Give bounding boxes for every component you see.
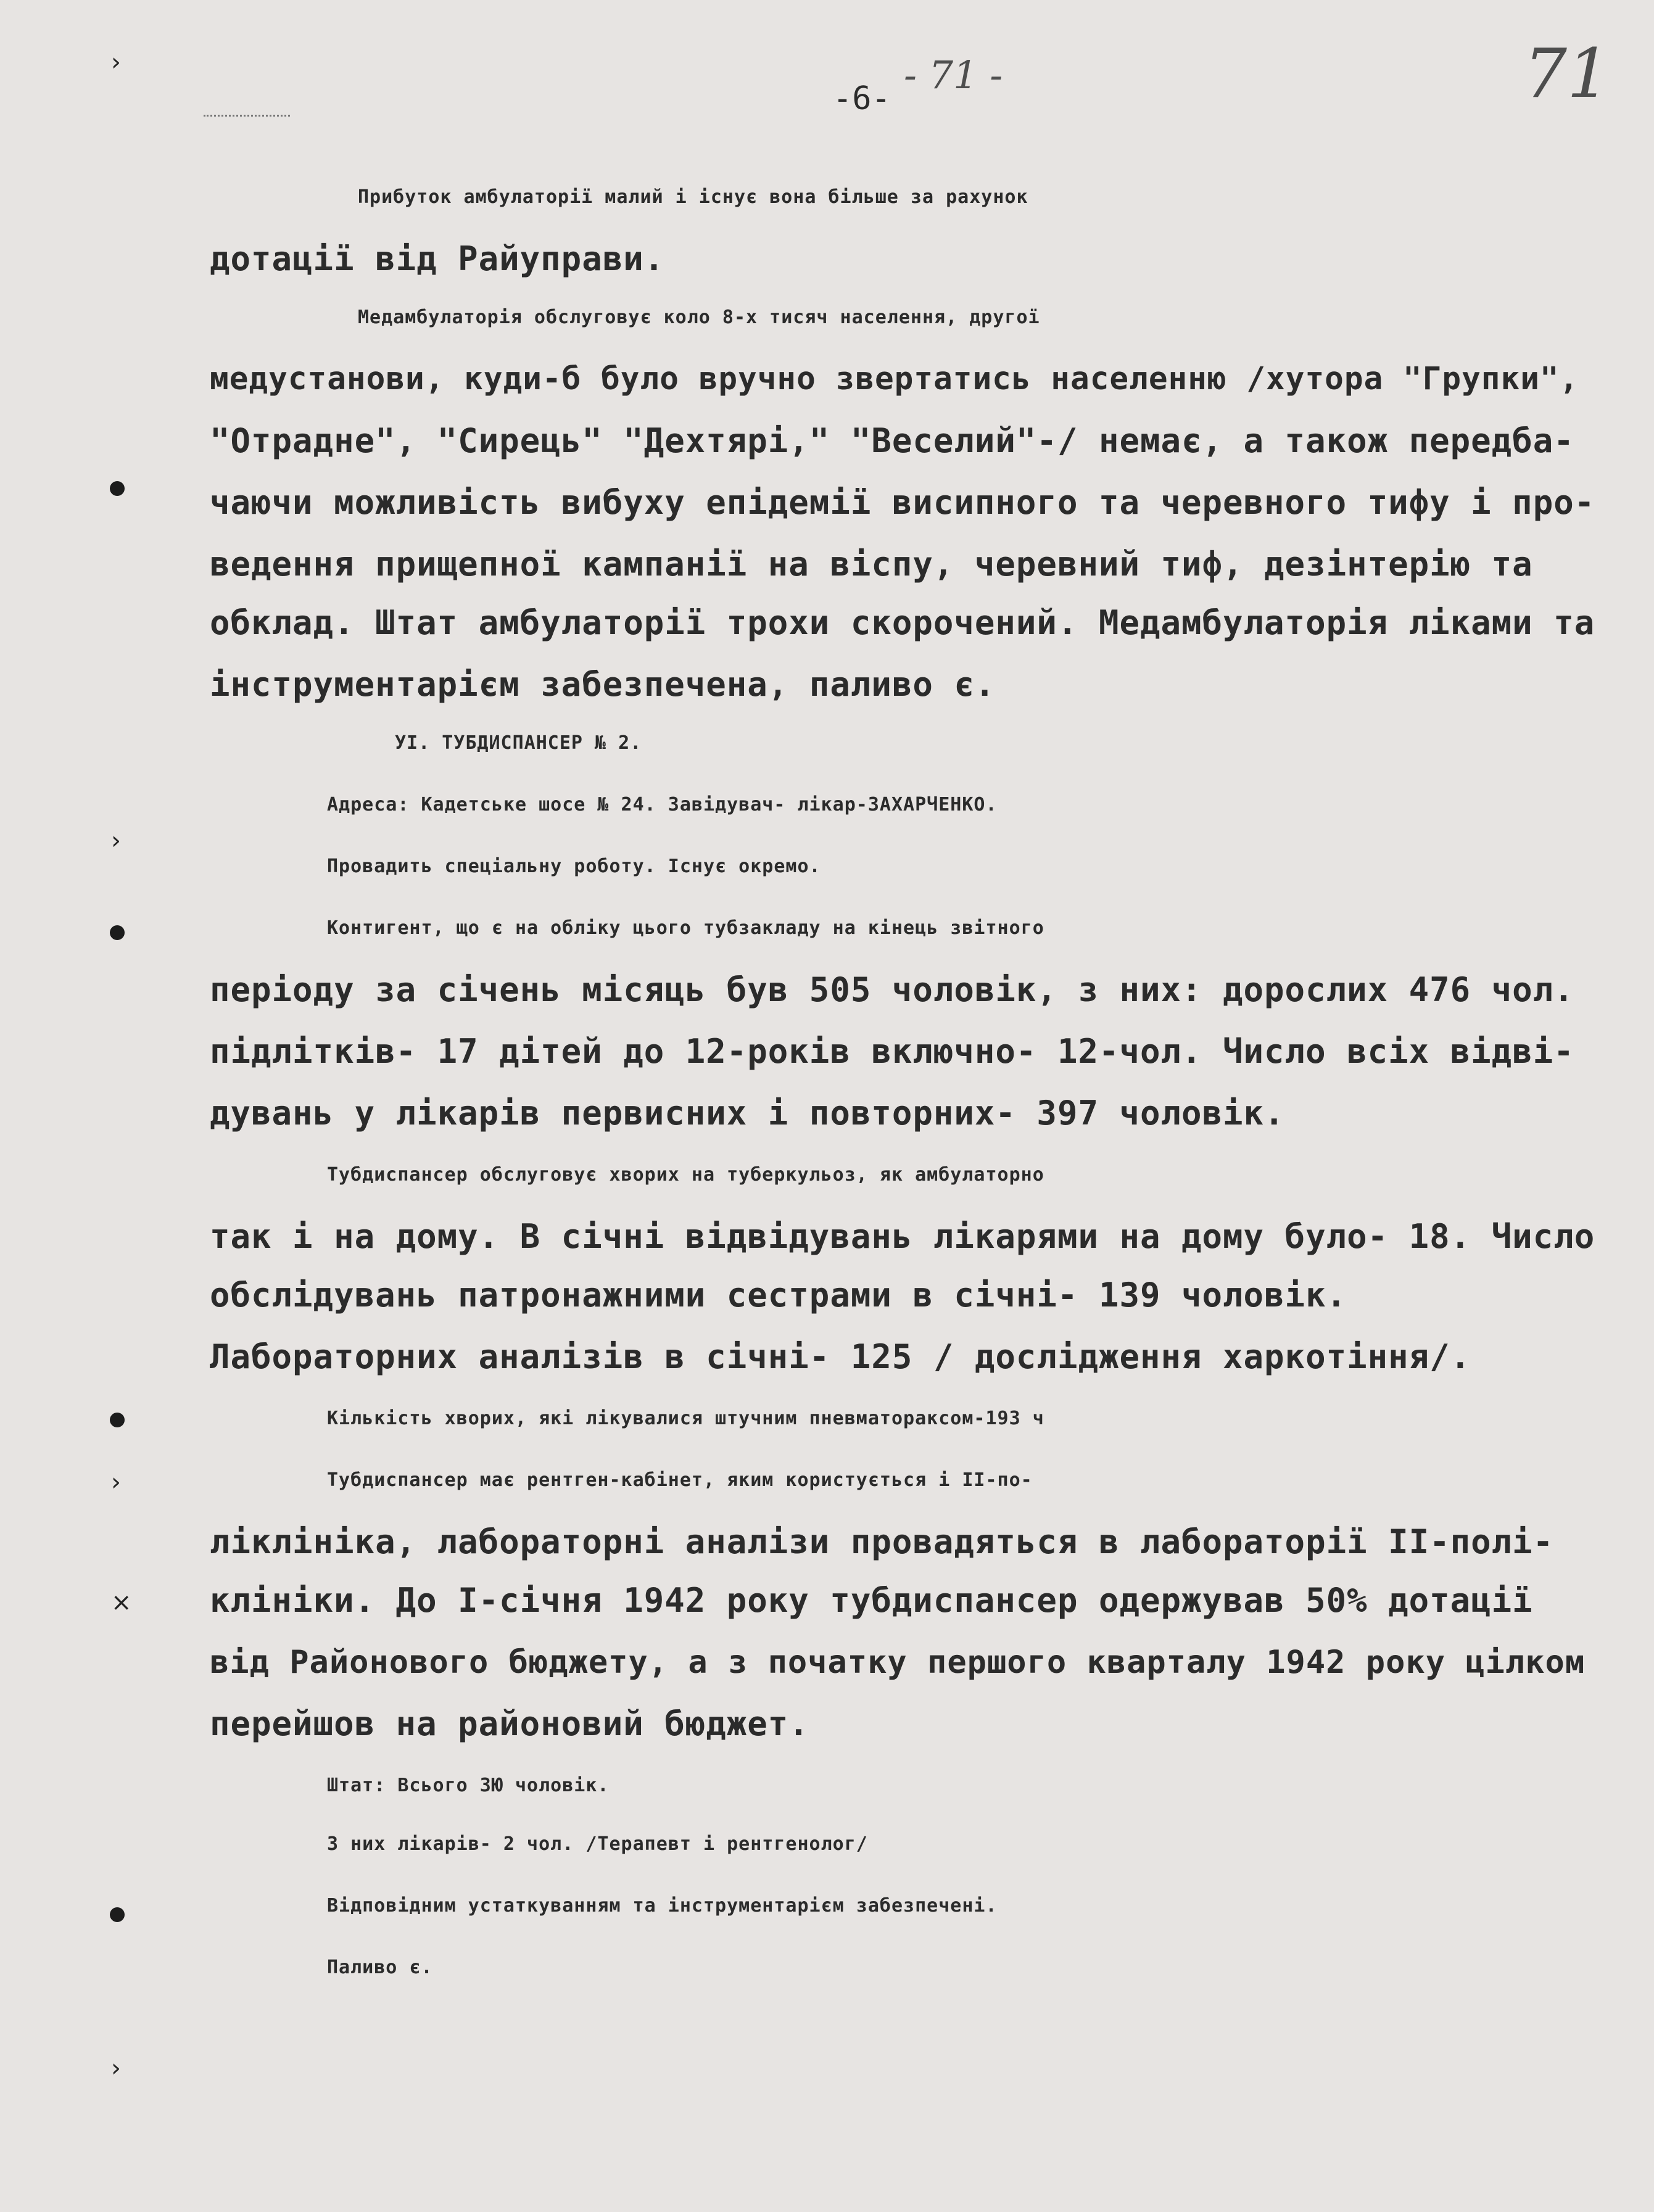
binding-hole [110,925,125,940]
text-line: Тубдиспансер має рентген-кабінет, яким користується і II-по- [327,1469,1033,1491]
text-line: Лабораторних аналізів в січні- 125 / дослідження харкотіння/. [210,1337,1471,1376]
text-line: Прибуток амбулаторії малий і існує вона більше за рахунок [358,186,1028,208]
text-line: клініки. До I-січня 1942 року тубдиспансер одержував 50% дотації [210,1581,1533,1620]
text-line: Тубдиспансер обслуговує хворих на туберкульоз, як амбулаторно [327,1164,1044,1186]
margin-tick-mark: › [111,2054,121,2082]
text-line: чаючи можливість вибуху епідемії висипного та черевного тифу і про- [210,483,1595,522]
text-line: дувань у лікарів первисних і повторних- 397 чоловік. [210,1094,1285,1133]
text-line: медустанови, куди-б було вручно звертатись населенню /хутора "Групки", [210,361,1579,397]
binding-hole [110,1907,125,1922]
text-line: Відповідним устаткуванням та інструментарієм забезпечені. [327,1895,998,1917]
margin-tick-mark: › [111,48,121,76]
text-line: підлітків- 17 дітей до 12-років включно- 12-чол. Число всіх відві- [210,1032,1574,1071]
margin-tick-mark: × [111,1588,132,1617]
text-line: так і на дому. В січні відвідувань лікарями на дому було- 18. Число [210,1217,1595,1256]
archive-page-number: 71 [1524,34,1610,113]
text-line: перейшов на районовий бюджет. [210,1704,809,1743]
text-line: З них лікарів- 2 чол. /Терапевт і рентгенолог/ [327,1833,868,1855]
text-line: ліклініка, лабораторні аналізи провадяться в лабораторії II-полі- [210,1522,1554,1561]
handwritten-page-number: - 71 - [904,52,1003,97]
binding-hole [110,481,125,496]
text-line: обслідувань патронажними сестрами в січні- 139 чоловік. [210,1276,1347,1314]
text-line: Паливо є. [327,1957,433,1978]
text-line: від Районового бюджету, а з початку першого кварталу 1942 року цілком [210,1644,1586,1681]
binding-hole [110,1413,125,1427]
text-line: ведення прищепної кампанії на віспу, черевний тиф, дезінтерію та [210,545,1533,584]
page-number: -6- [833,80,891,117]
text-line: Контигент, що є на обліку цього тубзакладу на кінець звітного [327,917,1044,939]
dotted-mark [204,115,290,117]
text-line: періоду за січень місяць був 505 чоловік, з них: дорослих 476 чол. [210,970,1574,1009]
text-line: Штат: Всього 3Ю чоловік. [327,1775,610,1796]
text-line: дотації від Райуправи. [210,239,665,278]
section-heading: УІ. ТУБДИСПАНСЕР № 2. [395,732,642,754]
text-line: Адреса: Кадетське шосе № 24. Завідувач- лікар-ЗАХАРЧЕНКО. [327,794,998,815]
text-line: "Отрадне", "Сирець" "Дехтярі," "Веселий"-/ немає, а також передба- [210,421,1574,460]
text-line: обклад. Штат амбулаторії трохи скорочений. Медамбулаторія ліками та [210,603,1595,642]
text-line: інструментарієм забезпечена, паливо є. [210,665,996,704]
text-line: Кількість хворих, які лікувалися штучним пневматораксом-193 ч [327,1408,1044,1429]
text-line: Провадить спеціальну роботу. Існує окремо. [327,856,821,877]
text-line: Медамбулаторія обслуговує коло 8-х тисяч населення, другої [358,307,1040,328]
margin-tick-mark: › [111,827,121,855]
margin-tick-mark: › [111,1468,121,1496]
